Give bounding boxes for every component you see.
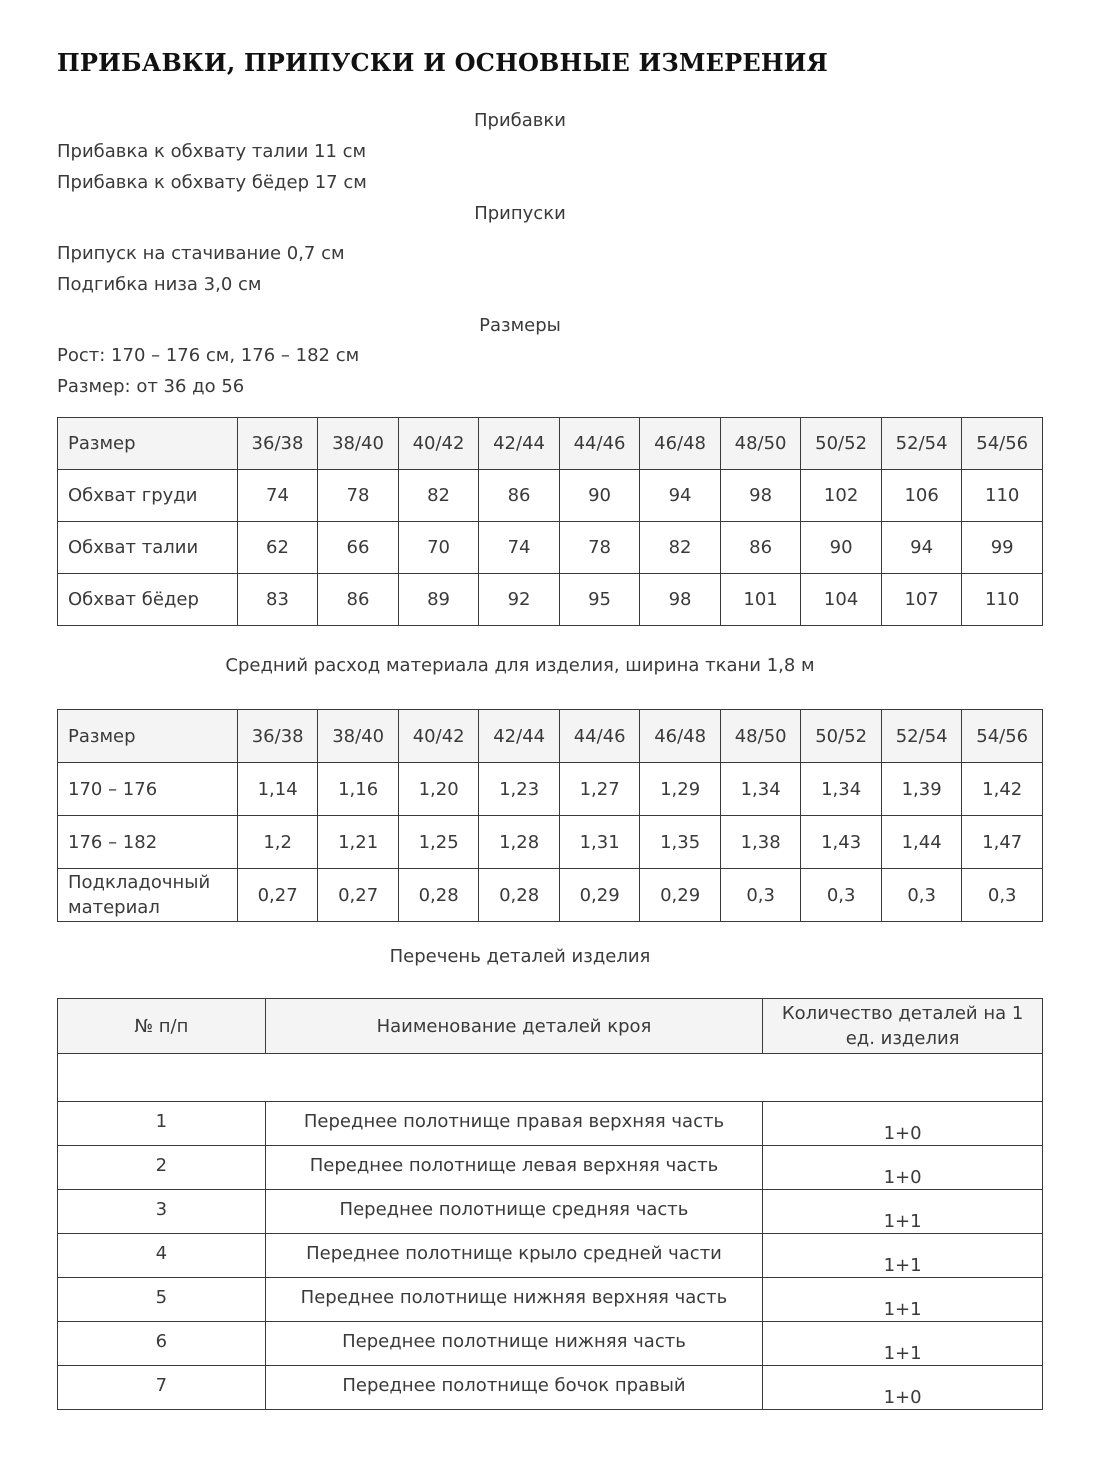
table-cell: 1,16 bbox=[318, 763, 399, 816]
table-cell: 1,34 bbox=[801, 763, 882, 816]
table-cell: 0,3 bbox=[801, 869, 882, 922]
table-cell: 70 bbox=[398, 522, 479, 574]
table-cell: 0,27 bbox=[318, 869, 399, 922]
table-header-cell: 52/54 bbox=[881, 710, 962, 763]
blank-cell bbox=[58, 1054, 1043, 1102]
table-cell: 1,44 bbox=[881, 816, 962, 869]
table-row bbox=[58, 1102, 1043, 1146]
col-qty-header-line1: Количество деталей на 1 bbox=[781, 1003, 1024, 1024]
table-header-cell: 42/44 bbox=[479, 710, 560, 763]
table-header-cell: 54/56 bbox=[962, 418, 1043, 470]
row-label: Обхват груди bbox=[58, 470, 238, 522]
table-row bbox=[58, 1234, 1043, 1278]
table-cell: 1,43 bbox=[801, 816, 882, 869]
table-cell: 0,3 bbox=[881, 869, 962, 922]
hips-allowance: Прибавка к обхвату бёдер 17 см bbox=[57, 172, 367, 193]
table-cell: 101 bbox=[720, 574, 801, 626]
detail-name: Переднее полотнище правая верхняя часть bbox=[265, 1102, 762, 1146]
table-row bbox=[58, 522, 1043, 574]
table-header-cell: 48/50 bbox=[720, 418, 801, 470]
table-row bbox=[58, 1322, 1043, 1366]
detail-qty: 1+1 bbox=[763, 1234, 1043, 1278]
table-cell: 1,2 bbox=[237, 816, 318, 869]
table-cell: 98 bbox=[720, 470, 801, 522]
row-label: 170 – 176 bbox=[58, 763, 238, 816]
table-cell: 74 bbox=[237, 470, 318, 522]
table-header-cell: 54/56 bbox=[962, 710, 1043, 763]
page-title: ПРИБАВКИ, ПРИПУСКИ И ОСНОВНЫЕ ИЗМЕРЕНИЯ bbox=[57, 48, 829, 77]
hem-allowance: Подгибка низа 3,0 см bbox=[57, 274, 262, 295]
table-cell: 1,34 bbox=[720, 763, 801, 816]
col-num-header: № п/п bbox=[58, 999, 266, 1054]
table-cell: 0,29 bbox=[559, 869, 640, 922]
table-cell: 1,25 bbox=[398, 816, 479, 869]
table-row bbox=[58, 1366, 1043, 1410]
waist-allowance: Прибавка к обхвату талии 11 см bbox=[57, 141, 367, 162]
table-header-cell: 36/38 bbox=[237, 710, 318, 763]
table-cell: 66 bbox=[318, 522, 399, 574]
measurements-table bbox=[57, 417, 1043, 626]
table-cell: 102 bbox=[801, 470, 882, 522]
detail-num: 6 bbox=[58, 1322, 266, 1366]
table-cell: 83 bbox=[237, 574, 318, 626]
table-header-cell: 40/42 bbox=[398, 418, 479, 470]
table-cell: 1,14 bbox=[237, 763, 318, 816]
detail-num: 1 bbox=[58, 1102, 266, 1146]
detail-qty: 1+0 bbox=[763, 1146, 1043, 1190]
detail-name: Переднее полотнище крыло средней части bbox=[265, 1234, 762, 1278]
table-cell: 107 bbox=[881, 574, 962, 626]
lining-label-line2: материал bbox=[68, 897, 160, 918]
table-cell: 0,29 bbox=[640, 869, 721, 922]
detail-qty: 1+1 bbox=[763, 1278, 1043, 1322]
detail-qty: 1+0 bbox=[763, 1102, 1043, 1146]
table-cell: 86 bbox=[720, 522, 801, 574]
table-header-cell: 40/42 bbox=[398, 710, 479, 763]
table-cell: 86 bbox=[479, 470, 560, 522]
table-header-cell: 48/50 bbox=[720, 710, 801, 763]
sizes-heading: Размеры bbox=[479, 315, 561, 336]
row-label bbox=[58, 869, 238, 922]
table-row bbox=[58, 470, 1043, 522]
table-cell: 82 bbox=[640, 522, 721, 574]
table-cell: 1,39 bbox=[881, 763, 962, 816]
detail-num: 3 bbox=[58, 1190, 266, 1234]
table-cell: 98 bbox=[640, 574, 721, 626]
table-cell: 0,3 bbox=[720, 869, 801, 922]
table-cell: 1,42 bbox=[962, 763, 1043, 816]
allowances-heading: Прибавки bbox=[474, 110, 566, 131]
detail-num: 5 bbox=[58, 1278, 266, 1322]
detail-qty: 1+1 bbox=[763, 1322, 1043, 1366]
seam-allowance: Припуск на стачивание 0,7 см bbox=[57, 243, 345, 264]
table-cell: 90 bbox=[801, 522, 882, 574]
table-cell: 1,21 bbox=[318, 816, 399, 869]
table-cell: 92 bbox=[479, 574, 560, 626]
table-header-cell: 44/46 bbox=[559, 710, 640, 763]
details-table bbox=[57, 998, 1043, 1410]
table-cell: 78 bbox=[559, 522, 640, 574]
table-cell: 86 bbox=[318, 574, 399, 626]
seam-allowances-heading: Припуски bbox=[474, 203, 566, 224]
table-row bbox=[58, 763, 1043, 816]
table-row bbox=[58, 816, 1043, 869]
row-label: Обхват талии bbox=[58, 522, 238, 574]
table-header-cell: 52/54 bbox=[881, 418, 962, 470]
row-label: Обхват бёдер bbox=[58, 574, 238, 626]
table-cell: 82 bbox=[398, 470, 479, 522]
detail-name: Переднее полотнище бочок правый bbox=[265, 1366, 762, 1410]
table-cell: 0,27 bbox=[237, 869, 318, 922]
row-label: 176 – 182 bbox=[58, 816, 238, 869]
detail-name: Переднее полотнище левая верхняя часть bbox=[265, 1146, 762, 1190]
table-row bbox=[58, 869, 1043, 922]
detail-num: 2 bbox=[58, 1146, 266, 1190]
table-cell: 62 bbox=[237, 522, 318, 574]
table-cell: 0,28 bbox=[398, 869, 479, 922]
details-heading: Перечень деталей изделия bbox=[389, 946, 651, 967]
blank-row bbox=[58, 1054, 1043, 1102]
table-cell: 1,31 bbox=[559, 816, 640, 869]
table-header-cell: 36/38 bbox=[237, 418, 318, 470]
table-header-row bbox=[58, 710, 1043, 763]
table-cell: 1,23 bbox=[479, 763, 560, 816]
detail-num: 4 bbox=[58, 1234, 266, 1278]
table-cell: 1,35 bbox=[640, 816, 721, 869]
table-row bbox=[58, 1278, 1043, 1322]
table-cell: 104 bbox=[801, 574, 882, 626]
table-cell: 89 bbox=[398, 574, 479, 626]
detail-name: Переднее полотнище нижняя верхняя часть bbox=[265, 1278, 762, 1322]
detail-name: Переднее полотнище средняя часть bbox=[265, 1190, 762, 1234]
table-header-cell: 50/52 bbox=[801, 710, 882, 763]
detail-qty: 1+1 bbox=[763, 1190, 1043, 1234]
lining-label-line1: Подкладочный bbox=[68, 872, 211, 893]
table-header-row bbox=[58, 999, 1043, 1054]
table-cell: 95 bbox=[559, 574, 640, 626]
table-cell: 1,28 bbox=[479, 816, 560, 869]
table-cell: 1,27 bbox=[559, 763, 640, 816]
table-cell: 1,20 bbox=[398, 763, 479, 816]
table-cell: 78 bbox=[318, 470, 399, 522]
table-header-cell: 38/40 bbox=[318, 710, 399, 763]
table-cell: 90 bbox=[559, 470, 640, 522]
table-cell: 110 bbox=[962, 470, 1043, 522]
table-header-cell: 44/46 bbox=[559, 418, 640, 470]
col-qty-header bbox=[763, 999, 1043, 1054]
detail-qty: 1+0 bbox=[763, 1366, 1043, 1410]
table-row bbox=[58, 574, 1043, 626]
table-header-cell: 50/52 bbox=[801, 418, 882, 470]
table-cell: 94 bbox=[640, 470, 721, 522]
table-cell: 94 bbox=[881, 522, 962, 574]
detail-name: Переднее полотнище нижняя часть bbox=[265, 1322, 762, 1366]
col-qty-header-line2: ед. изделия bbox=[845, 1028, 960, 1049]
table-cell: 1,47 bbox=[962, 816, 1043, 869]
table-cell: 106 bbox=[881, 470, 962, 522]
table-cell: 110 bbox=[962, 574, 1043, 626]
size-range: Размер: от 36 до 56 bbox=[57, 376, 245, 397]
table-row bbox=[58, 1190, 1043, 1234]
table-row bbox=[58, 1146, 1043, 1190]
table-cell: 0,3 bbox=[962, 869, 1043, 922]
table-header-cell: Размер bbox=[58, 418, 238, 470]
table-cell: 1,38 bbox=[720, 816, 801, 869]
table-cell: 99 bbox=[962, 522, 1043, 574]
table-header-cell: 46/48 bbox=[640, 710, 721, 763]
table-header-row bbox=[58, 418, 1043, 470]
table-header-cell: 38/40 bbox=[318, 418, 399, 470]
table-header-cell: 42/44 bbox=[479, 418, 560, 470]
height-range: Рост: 170 – 176 см, 176 – 182 см bbox=[57, 345, 360, 366]
table-cell: 1,29 bbox=[640, 763, 721, 816]
consumption-table bbox=[57, 709, 1043, 922]
detail-num: 7 bbox=[58, 1366, 266, 1410]
table-cell: 0,28 bbox=[479, 869, 560, 922]
table-header-cell: Размер bbox=[58, 710, 238, 763]
table-cell: 74 bbox=[479, 522, 560, 574]
col-name-header: Наименование деталей кроя bbox=[265, 999, 762, 1054]
consumption-heading: Средний расход материала для изделия, ширина ткани 1,8 м bbox=[225, 655, 815, 676]
table-header-cell: 46/48 bbox=[640, 418, 721, 470]
